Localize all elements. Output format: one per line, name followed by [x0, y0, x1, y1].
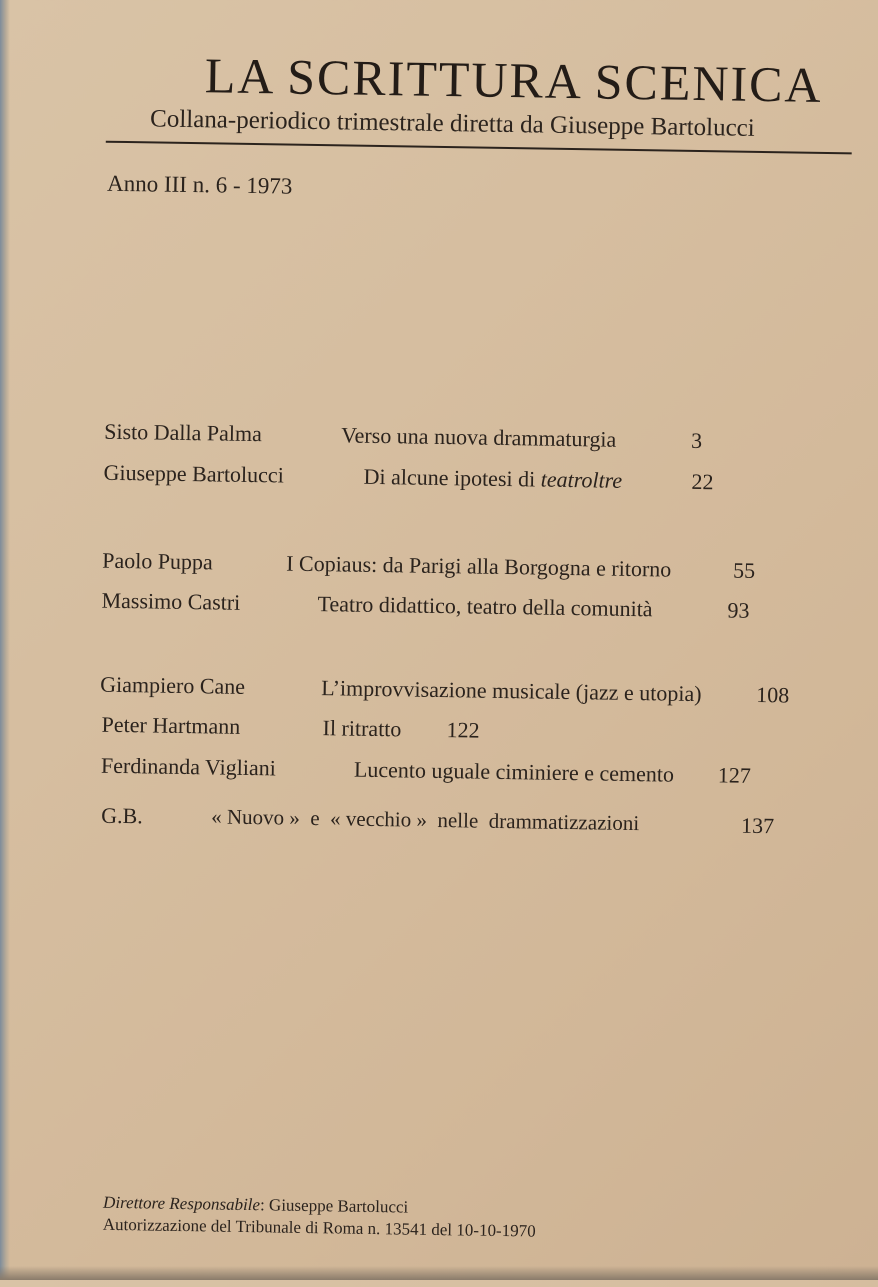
director-label: Direttore Responsabile	[102, 1192, 261, 1215]
toc-author: Peter Hartmann	[101, 711, 241, 739]
toc-title: I Copiaus: da Parigi alla Borgogna e ritorno	[285, 550, 672, 582]
masthead-title: LA SCRITTURA SCENICA	[204, 47, 824, 113]
toc-page-number: 93	[727, 597, 750, 623]
toc-author: G.B.	[101, 802, 143, 829]
toc-title	[363, 464, 622, 494]
toc-title-text: Di alcune ipotesi di	[363, 463, 541, 492]
director-name: : Giuseppe Bartolucci	[259, 1195, 409, 1217]
toc-title: L’improvvisazione musicale (jazz e utopia)	[321, 675, 702, 707]
toc-page-number: 22	[691, 468, 714, 495]
toc-page-number: 55	[732, 557, 756, 583]
masthead-subtitle: Collana-periodico trimestrale diretta da Giuseppe Bartolucci	[149, 105, 755, 142]
toc-page-number: 122	[446, 717, 480, 743]
toc-title-italic: teatroltre	[540, 466, 623, 493]
toc-author: Giuseppe Bartolucci	[103, 459, 285, 488]
issue-info: Anno III n. 6 - 1973	[106, 170, 293, 199]
toc-title: Teatro didattico, teatro della comunità	[317, 591, 653, 622]
toc-author: Ferdinanda Vigliani	[100, 752, 277, 781]
toc-title: Verso una nuova drammaturgia	[341, 422, 617, 452]
toc-author: Giampiero Cane	[100, 671, 246, 699]
toc-page-number: 108	[755, 681, 790, 708]
footer-director	[103, 1193, 408, 1218]
footer-authorization: Autorizzazione del Tribunale di Roma n. 13541 del 10-10-1970	[102, 1214, 536, 1241]
toc-title: « Nuovo » e « vecchio » nelle drammatizzazioni	[211, 804, 640, 836]
toc-author: Sisto Dalla Palma	[104, 418, 263, 447]
toc-page-number: 127	[717, 762, 752, 788]
toc-page-number: 137	[740, 812, 775, 839]
toc-author: Paolo Puppa	[102, 547, 214, 575]
toc-title: Lucento uguale ciminiere e cemento	[353, 756, 675, 787]
toc-title: Il ritratto	[322, 715, 402, 742]
toc-page-number: 3	[690, 427, 703, 454]
toc-author: Massimo Castri	[101, 587, 241, 615]
masthead-rule	[106, 141, 852, 155]
